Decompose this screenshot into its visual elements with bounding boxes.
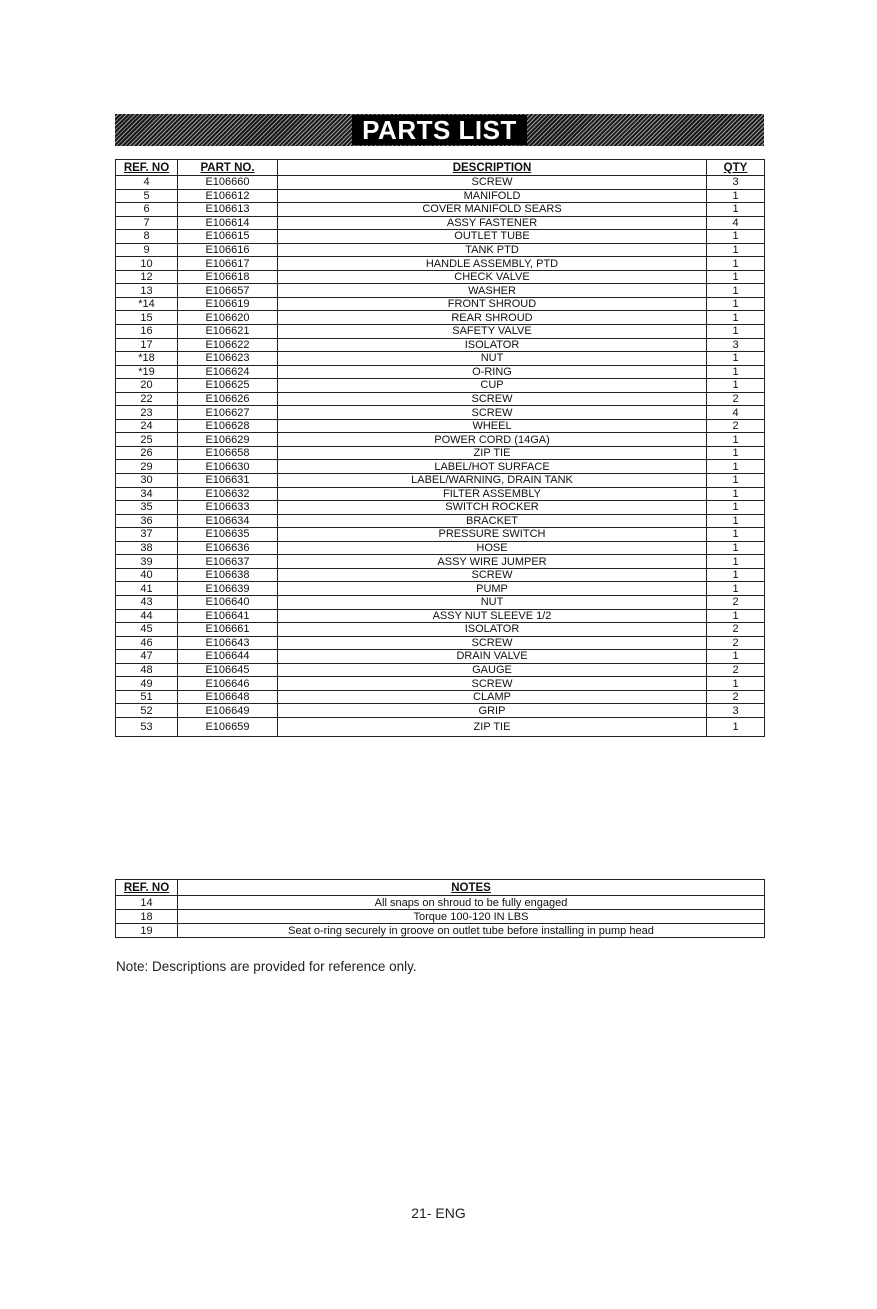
part-no-cell: E106621 — [178, 325, 278, 339]
description-cell: CLAMP — [278, 690, 707, 704]
part-no-cell: E106626 — [178, 392, 278, 406]
part-no-cell: E106661 — [178, 623, 278, 637]
table-row — [116, 392, 765, 406]
table-row — [116, 406, 765, 420]
table-row — [116, 663, 765, 677]
ref-no-header: REF. NO — [116, 160, 178, 176]
table-row — [116, 243, 765, 257]
qty-cell: 1 — [707, 487, 765, 501]
qty-cell: 1 — [707, 243, 765, 257]
description-cell: PRESSURE SWITCH — [278, 528, 707, 542]
table-row — [116, 216, 765, 230]
description-cell: SAFETY VALVE — [278, 325, 707, 339]
ref-no-cell: 53 — [116, 717, 178, 736]
description-cell: FILTER ASSEMBLY — [278, 487, 707, 501]
table-row — [116, 541, 765, 555]
description-cell: NUT — [278, 595, 707, 609]
parts-list-banner — [115, 114, 764, 146]
part-no-cell: E106625 — [178, 379, 278, 393]
ref-no-cell: 48 — [116, 663, 178, 677]
description-cell: SCREW — [278, 176, 707, 190]
part-no-cell: E106624 — [178, 365, 278, 379]
note-text-cell: Seat o-ring securely in groove on outlet tube before installing in pump head — [178, 924, 765, 938]
ref-no-cell: 47 — [116, 650, 178, 664]
part-no-cell: E106620 — [178, 311, 278, 325]
table-row — [116, 568, 765, 582]
description-cell: LABEL/HOT SURFACE — [278, 460, 707, 474]
qty-cell: 2 — [707, 595, 765, 609]
qty-cell: 1 — [707, 650, 765, 664]
qty-cell: 1 — [707, 717, 765, 736]
description-cell: ZIP TIE — [278, 717, 707, 736]
ref-no-cell: 5 — [116, 189, 178, 203]
part-no-cell: E106657 — [178, 284, 278, 298]
notes-header-row — [116, 880, 765, 896]
ref-no-cell: 39 — [116, 555, 178, 569]
part-no-cell: E106649 — [178, 704, 278, 718]
ref-no-cell: 13 — [116, 284, 178, 298]
ref-no-cell: 37 — [116, 528, 178, 542]
qty-cell: 3 — [707, 704, 765, 718]
description-cell: SCREW — [278, 392, 707, 406]
table-row — [116, 528, 765, 542]
part-no-cell: E106640 — [178, 595, 278, 609]
note-text-cell: All snaps on shroud to be fully engaged — [178, 896, 765, 910]
qty-cell: 1 — [707, 257, 765, 271]
part-no-cell: E106614 — [178, 216, 278, 230]
ref-no-cell: 6 — [116, 203, 178, 217]
table-row — [116, 623, 765, 637]
table-row — [116, 379, 765, 393]
qty-cell: 2 — [707, 419, 765, 433]
qty-cell: 1 — [707, 541, 765, 555]
table-row — [116, 189, 765, 203]
qty-cell: 3 — [707, 176, 765, 190]
part-no-cell: E106619 — [178, 297, 278, 311]
table-row — [116, 419, 765, 433]
ref-no-cell: 26 — [116, 446, 178, 460]
table-row — [116, 595, 765, 609]
part-no-cell: E106632 — [178, 487, 278, 501]
table-row — [116, 717, 765, 736]
description-header: DESCRIPTION — [278, 160, 707, 176]
part-no-cell: E106645 — [178, 663, 278, 677]
description-cell: HOSE — [278, 541, 707, 555]
table-row — [116, 325, 765, 339]
part-no-cell: E106612 — [178, 189, 278, 203]
qty-cell: 1 — [707, 582, 765, 596]
description-cell: ISOLATOR — [278, 623, 707, 637]
parts-table — [115, 159, 765, 737]
ref-no-cell: 15 — [116, 311, 178, 325]
description-cell: WHEEL — [278, 419, 707, 433]
description-cell: HANDLE ASSEMBLY, PTD — [278, 257, 707, 271]
part-no-cell: E106615 — [178, 230, 278, 244]
part-no-cell: E106622 — [178, 338, 278, 352]
ref-no-cell: 36 — [116, 514, 178, 528]
table-row — [116, 636, 765, 650]
table-row — [116, 433, 765, 447]
ref-no-cell: 41 — [116, 582, 178, 596]
qty-cell: 2 — [707, 392, 765, 406]
description-cell: FRONT SHROUD — [278, 297, 707, 311]
notes-table — [115, 879, 765, 938]
table-row — [116, 704, 765, 718]
table-row — [116, 501, 765, 515]
ref-no-cell: 7 — [116, 216, 178, 230]
table-row — [116, 910, 765, 924]
qty-cell: 1 — [707, 352, 765, 366]
table-row — [116, 555, 765, 569]
qty-cell: 2 — [707, 636, 765, 650]
ref-no-cell: 10 — [116, 257, 178, 271]
part-no-cell: E106623 — [178, 352, 278, 366]
part-no-cell: E106613 — [178, 203, 278, 217]
table-row — [116, 582, 765, 596]
description-cell: ISOLATOR — [278, 338, 707, 352]
table-row — [116, 284, 765, 298]
ref-no-cell: 17 — [116, 338, 178, 352]
description-cell: ASSY FASTENER — [278, 216, 707, 230]
table-row — [116, 924, 765, 938]
table-row — [116, 230, 765, 244]
description-cell: SCREW — [278, 406, 707, 420]
ref-no-cell: 29 — [116, 460, 178, 474]
description-cell: ZIP TIE — [278, 446, 707, 460]
description-cell: POWER CORD (14GA) — [278, 433, 707, 447]
description-cell: MANIFOLD — [278, 189, 707, 203]
page-number: 21- ENG — [411, 1205, 466, 1221]
part-no-cell: E106634 — [178, 514, 278, 528]
note-ref-cell: 14 — [116, 896, 178, 910]
description-cell: LABEL/WARNING, DRAIN TANK — [278, 474, 707, 488]
ref-no-cell: 22 — [116, 392, 178, 406]
qty-cell: 2 — [707, 663, 765, 677]
note-ref-cell: 18 — [116, 910, 178, 924]
qty-cell: 1 — [707, 568, 765, 582]
part-no-cell: E106631 — [178, 474, 278, 488]
qty-cell: 1 — [707, 365, 765, 379]
description-cell: SWITCH ROCKER — [278, 501, 707, 515]
table-row — [116, 650, 765, 664]
table-row — [116, 297, 765, 311]
description-cell: DRAIN VALVE — [278, 650, 707, 664]
table-row — [116, 311, 765, 325]
table-row — [116, 365, 765, 379]
qty-cell: 4 — [707, 406, 765, 420]
part-no-cell: E106637 — [178, 555, 278, 569]
ref-no-cell: 24 — [116, 419, 178, 433]
ref-no-cell: *18 — [116, 352, 178, 366]
ref-no-cell: 46 — [116, 636, 178, 650]
part-no-cell: E106628 — [178, 419, 278, 433]
table-row — [116, 257, 765, 271]
ref-no-cell: 8 — [116, 230, 178, 244]
description-cell: SCREW — [278, 568, 707, 582]
qty-cell: 1 — [707, 609, 765, 623]
table-row — [116, 338, 765, 352]
qty-cell: 1 — [707, 270, 765, 284]
table-row — [116, 896, 765, 910]
ref-no-cell: *19 — [116, 365, 178, 379]
qty-cell: 2 — [707, 623, 765, 637]
ref-no-cell: 23 — [116, 406, 178, 420]
description-cell: CUP — [278, 379, 707, 393]
ref-no-cell: 51 — [116, 690, 178, 704]
table-row — [116, 460, 765, 474]
part-no-cell: E106639 — [178, 582, 278, 596]
table-row — [116, 203, 765, 217]
qty-cell: 1 — [707, 325, 765, 339]
description-cell: SCREW — [278, 677, 707, 691]
part-no-cell: E106643 — [178, 636, 278, 650]
description-cell: OUTLET TUBE — [278, 230, 707, 244]
qty-cell: 1 — [707, 555, 765, 569]
table-row — [116, 609, 765, 623]
part-no-cell: E106633 — [178, 501, 278, 515]
qty-cell: 1 — [707, 514, 765, 528]
notes-ref-no-header: REF. NO — [116, 880, 178, 896]
table-row — [116, 176, 765, 190]
table-row — [116, 514, 765, 528]
qty-cell: 1 — [707, 297, 765, 311]
part-no-cell: E106644 — [178, 650, 278, 664]
description-cell: ASSY WIRE JUMPER — [278, 555, 707, 569]
part-no-header: PART NO. — [178, 160, 278, 176]
ref-no-cell: 45 — [116, 623, 178, 637]
ref-no-cell: 38 — [116, 541, 178, 555]
description-cell: REAR SHROUD — [278, 311, 707, 325]
part-no-cell: E106627 — [178, 406, 278, 420]
table-row — [116, 352, 765, 366]
qty-cell: 3 — [707, 338, 765, 352]
ref-no-cell: 12 — [116, 270, 178, 284]
note-text-cell: Torque 100-120 IN LBS — [178, 910, 765, 924]
part-no-cell: E106660 — [178, 176, 278, 190]
part-no-cell: E106616 — [178, 243, 278, 257]
table-row — [116, 487, 765, 501]
ref-no-cell: 49 — [116, 677, 178, 691]
description-cell: GAUGE — [278, 663, 707, 677]
reference-footnote: Note: Descriptions are provided for reference only. — [116, 959, 417, 974]
part-no-cell: E106658 — [178, 446, 278, 460]
qty-cell: 1 — [707, 230, 765, 244]
notes-header: NOTES — [178, 880, 765, 896]
description-cell: GRIP — [278, 704, 707, 718]
qty-cell: 1 — [707, 446, 765, 460]
description-cell: COVER MANIFOLD SEARS — [278, 203, 707, 217]
description-cell: TANK PTD — [278, 243, 707, 257]
part-no-cell: E106646 — [178, 677, 278, 691]
parts-header-row — [116, 160, 765, 176]
ref-no-cell: 44 — [116, 609, 178, 623]
part-no-cell: E106659 — [178, 717, 278, 736]
qty-cell: 1 — [707, 501, 765, 515]
qty-cell: 1 — [707, 189, 765, 203]
ref-no-cell: *14 — [116, 297, 178, 311]
qty-cell: 1 — [707, 311, 765, 325]
table-row — [116, 677, 765, 691]
ref-no-cell: 16 — [116, 325, 178, 339]
qty-cell: 1 — [707, 528, 765, 542]
qty-cell: 1 — [707, 379, 765, 393]
qty-cell: 4 — [707, 216, 765, 230]
ref-no-cell: 43 — [116, 595, 178, 609]
description-cell: CHECK VALVE — [278, 270, 707, 284]
page-title: PARTS LIST — [352, 115, 527, 145]
table-row — [116, 474, 765, 488]
qty-cell: 1 — [707, 433, 765, 447]
part-no-cell: E106641 — [178, 609, 278, 623]
qty-cell: 1 — [707, 460, 765, 474]
ref-no-cell: 30 — [116, 474, 178, 488]
part-no-cell: E106636 — [178, 541, 278, 555]
ref-no-cell: 20 — [116, 379, 178, 393]
ref-no-cell: 34 — [116, 487, 178, 501]
table-row — [116, 690, 765, 704]
note-ref-cell: 19 — [116, 924, 178, 938]
description-cell: ASSY NUT SLEEVE 1/2 — [278, 609, 707, 623]
part-no-cell: E106629 — [178, 433, 278, 447]
ref-no-cell: 35 — [116, 501, 178, 515]
description-cell: BRACKET — [278, 514, 707, 528]
qty-cell: 1 — [707, 677, 765, 691]
table-row — [116, 270, 765, 284]
qty-cell: 1 — [707, 284, 765, 298]
description-cell: SCREW — [278, 636, 707, 650]
qty-cell: 2 — [707, 690, 765, 704]
description-cell: PUMP — [278, 582, 707, 596]
description-cell: WASHER — [278, 284, 707, 298]
table-row — [116, 446, 765, 460]
part-no-cell: E106617 — [178, 257, 278, 271]
part-no-cell: E106635 — [178, 528, 278, 542]
part-no-cell: E106618 — [178, 270, 278, 284]
ref-no-cell: 52 — [116, 704, 178, 718]
description-cell: O-RING — [278, 365, 707, 379]
qty-cell: 1 — [707, 474, 765, 488]
part-no-cell: E106630 — [178, 460, 278, 474]
ref-no-cell: 4 — [116, 176, 178, 190]
ref-no-cell: 9 — [116, 243, 178, 257]
part-no-cell: E106638 — [178, 568, 278, 582]
description-cell: NUT — [278, 352, 707, 366]
qty-header: QTY — [707, 160, 765, 176]
ref-no-cell: 25 — [116, 433, 178, 447]
ref-no-cell: 40 — [116, 568, 178, 582]
qty-cell: 1 — [707, 203, 765, 217]
part-no-cell: E106648 — [178, 690, 278, 704]
